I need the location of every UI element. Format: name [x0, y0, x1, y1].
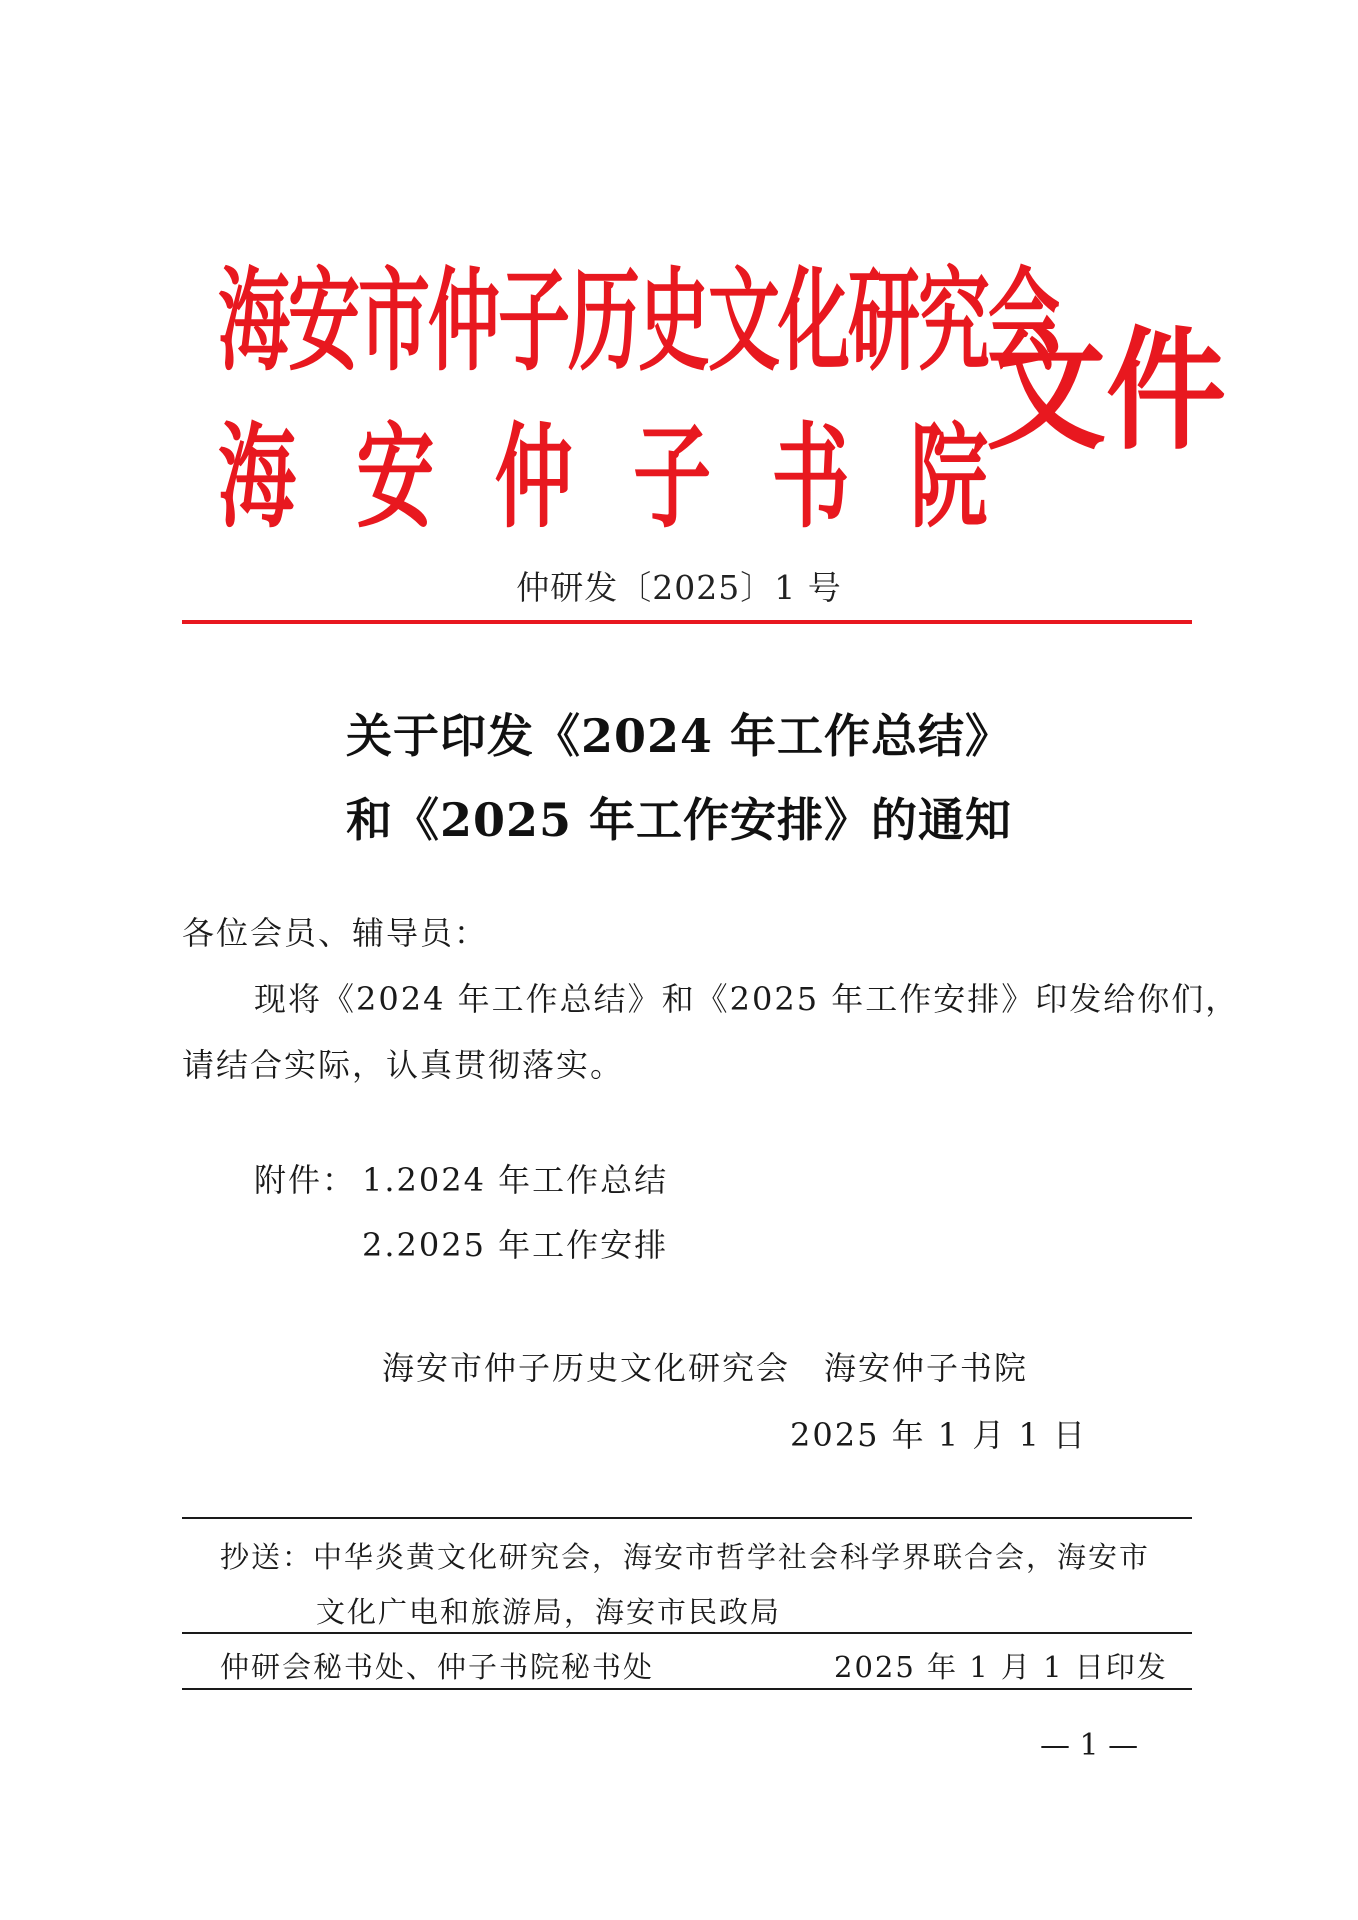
attachment-item: 1.2024 年工作总结 [362, 1161, 669, 1199]
header-academy-name [218, 370, 988, 588]
footer-rule-middle [182, 1632, 1192, 1634]
header-academy-char: 子 [633, 413, 712, 544]
footer-rule-top [182, 1517, 1192, 1519]
header-org-name: 海安市仲子历史文化研究会 [218, 255, 1059, 386]
attachment-label: 附件： [254, 1161, 357, 1199]
footer-rule-bottom [182, 1688, 1192, 1690]
document-number: 仲研发〔2025〕1 号 [516, 568, 842, 607]
attachment-item: 2.2025 年工作安排 [362, 1226, 669, 1264]
header-academy-char: 仲 [494, 413, 573, 544]
document-title-line1: 关于印发《2024 年工作总结》 [345, 709, 1013, 763]
document-title-line2: 和《2025 年工作安排》的通知 [345, 793, 1013, 847]
cc-line1: 抄送：中华炎黄文化研究会，海安市哲学社会科学界联合会，海安市 [220, 1540, 1151, 1574]
signature-organizations: 海安市仲子历史文化研究会 海安仲子书院 [382, 1349, 1029, 1387]
issue-date: 2025 年 1 月 1 日印发 [834, 1650, 1168, 1684]
header-academy-char: 院 [909, 413, 988, 544]
body-paragraph-line1: 现将《2024 年工作总结》和《2025 年工作安排》印发给你们， [254, 980, 1240, 1018]
cc-line2: 文化广电和旅游局，海安市民政局 [316, 1595, 782, 1629]
page-number: — 1 — [1040, 1728, 1139, 1763]
salutation: 各位会员、辅导员： [182, 914, 489, 952]
issuing-office: 仲研会秘书处、仲子书院秘书处 [220, 1650, 655, 1684]
body-paragraph-line2: 请结合实际，认真贯彻落实。 [182, 1046, 625, 1084]
header-academy-char: 书 [771, 413, 850, 544]
header-doc-type: 文件 [986, 315, 1226, 469]
header-academy-char: 安 [356, 413, 435, 544]
red-divider [182, 620, 1192, 624]
header-academy-char: 海 [218, 413, 297, 544]
signature-date: 2025 年 1 月 1 日 [790, 1416, 1088, 1454]
